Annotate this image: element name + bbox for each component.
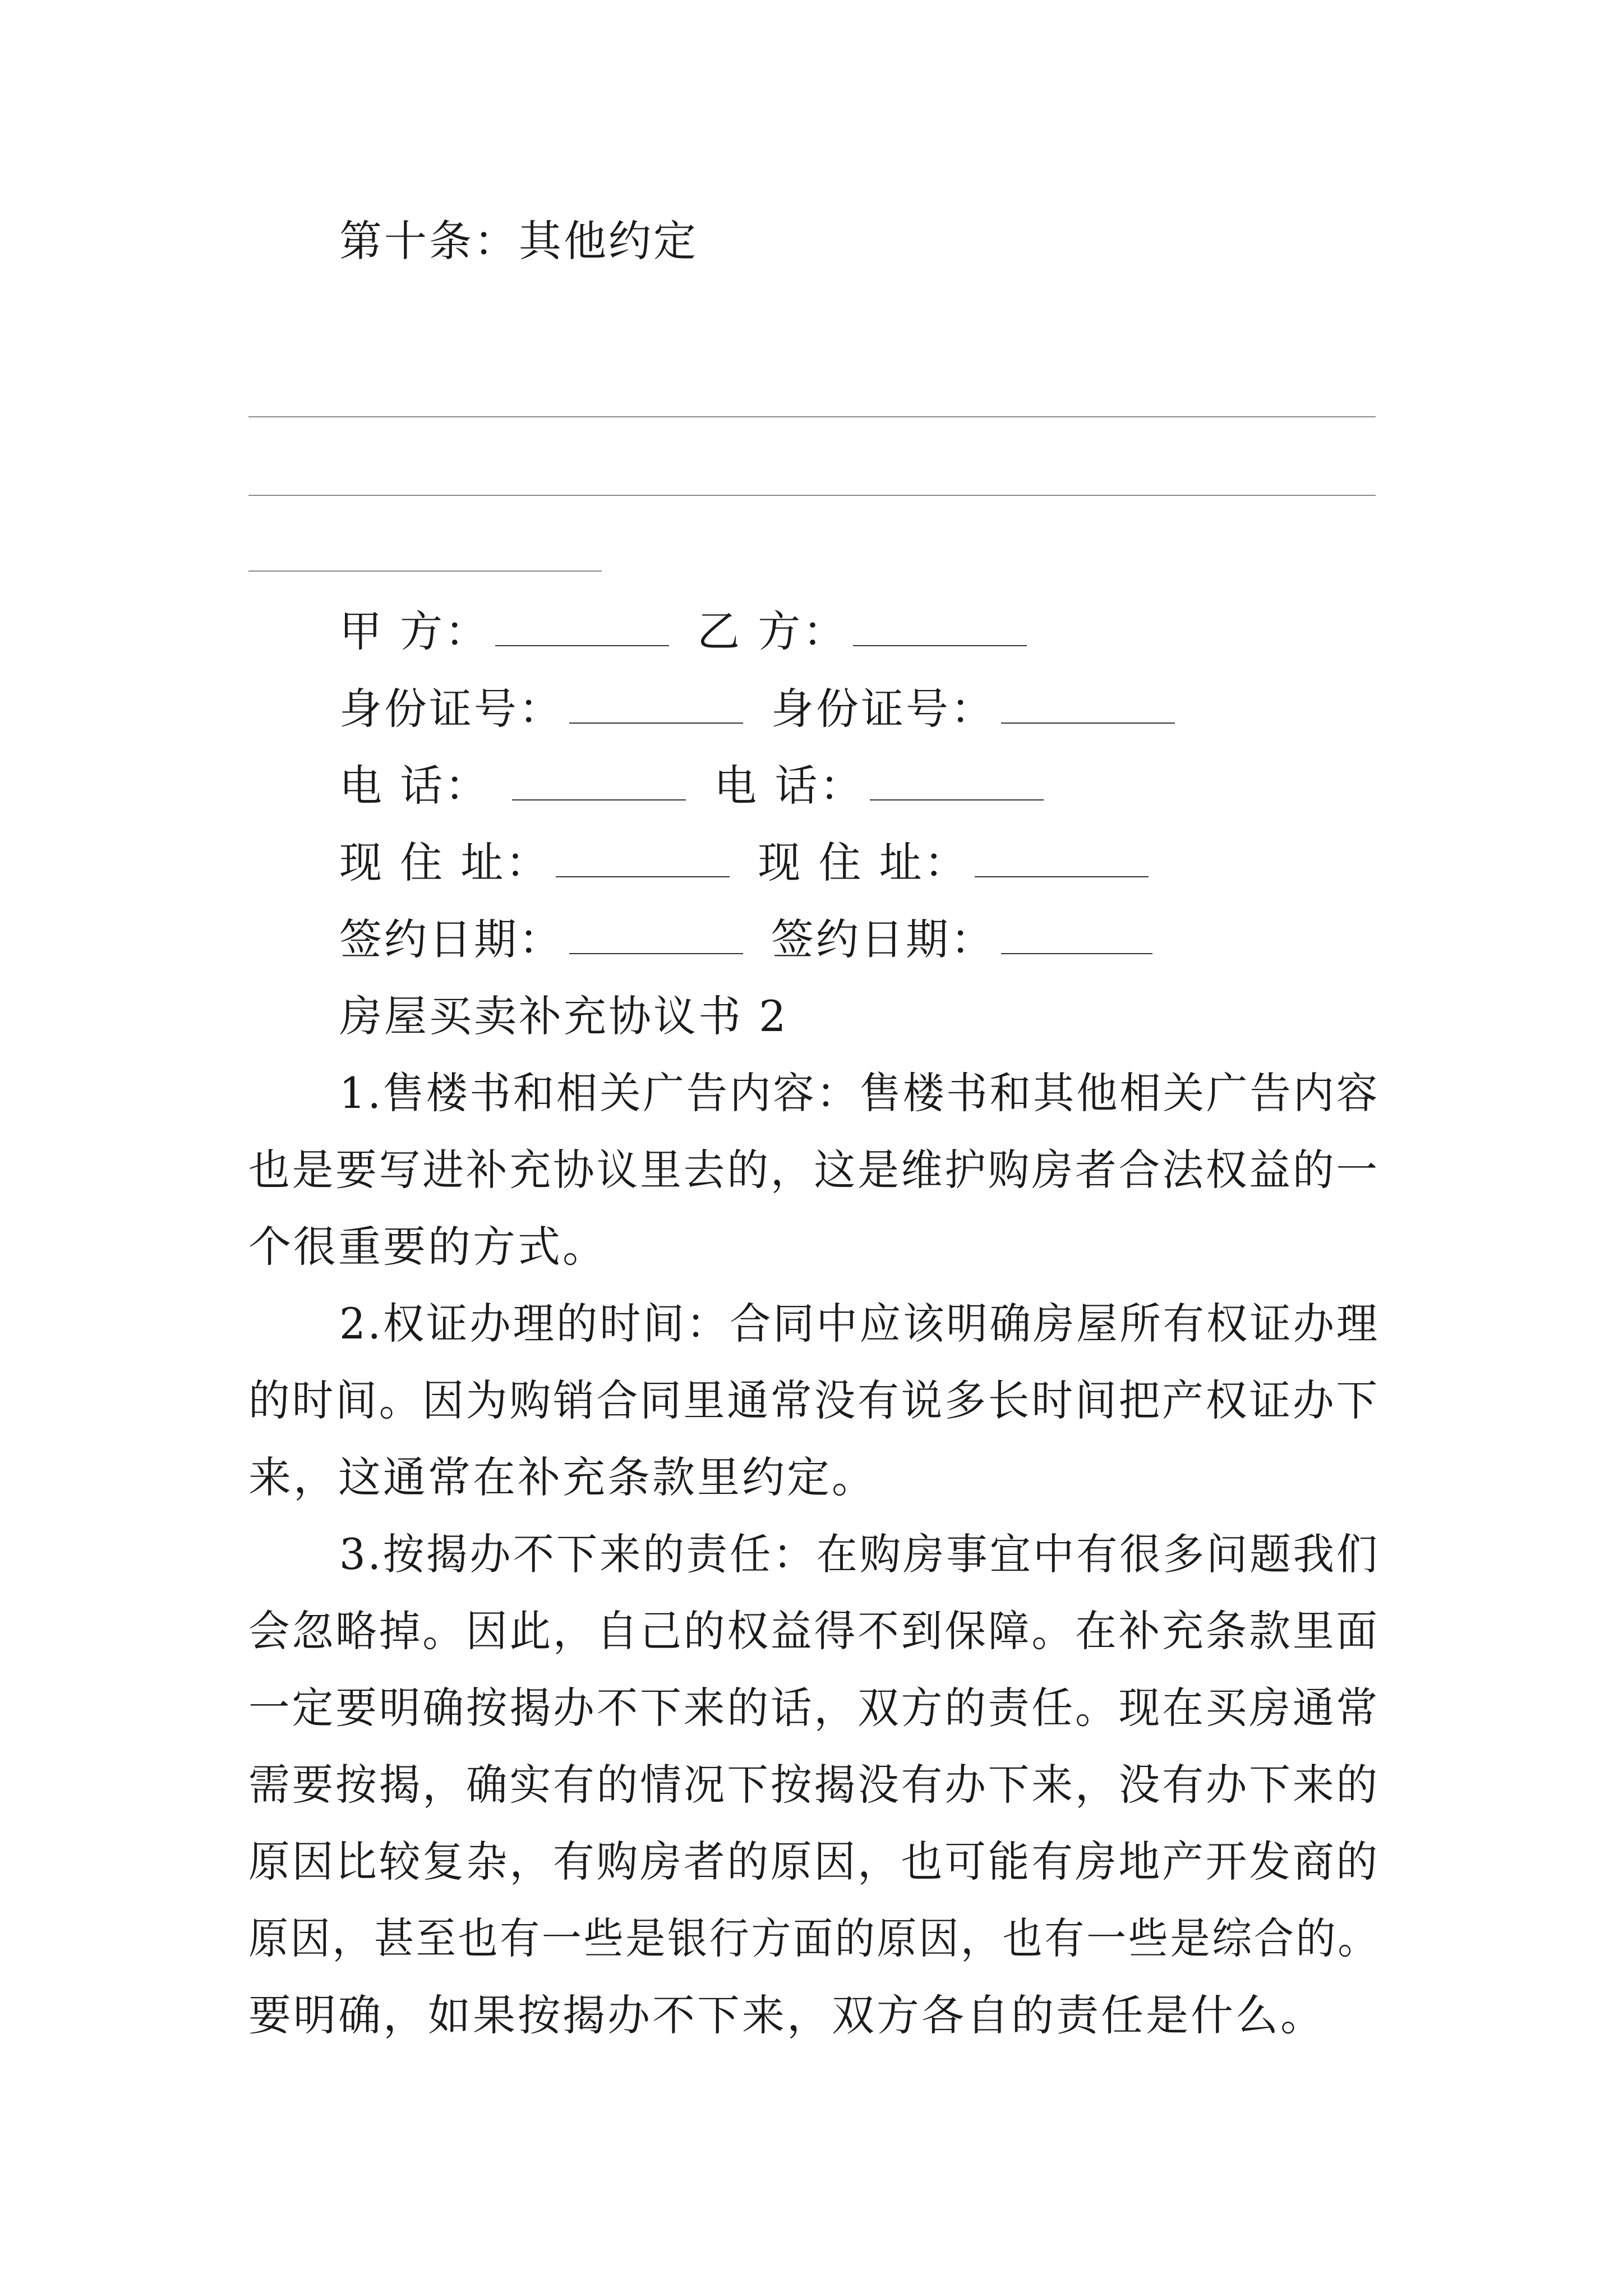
p3-line-5: 原因比较复杂，有购房者的原因，也可能有房地产开发商的: [248, 1837, 1380, 1887]
blank-line-1: [248, 416, 1376, 417]
p2-line-1: 2.权证办理的时间：合同中应该明确房屋所有权证办理: [339, 1299, 1380, 1349]
p3-line-2: 会忽略掉。因此，自己的权益得不到保障。在补充条款里面: [248, 1606, 1380, 1656]
phone-row: [339, 761, 1044, 811]
p2-line-2: 的时间。因为购销合同里通常没有说多长时间把产权证办下: [248, 1375, 1380, 1425]
party-row: [339, 606, 1027, 656]
date-row: [339, 914, 1152, 964]
date-a-label: 签约日期：: [339, 914, 564, 964]
id-b-label: 身份证号：: [771, 684, 995, 734]
article-10-title: 第十条：其他约定: [339, 216, 698, 266]
party-b-label: 乙 方：: [697, 606, 848, 656]
p2-line-3: 来，这通常在补充条款里约定。: [248, 1452, 877, 1502]
p1-line-1: 1.售楼书和相关广告内容：售楼书和其他相关广告内容: [339, 1068, 1380, 1118]
p3-line-3: 一定要明确按揭办不下来的话，双方的责任。现在买房通常: [248, 1683, 1380, 1733]
party-b-field: [853, 611, 1027, 646]
blank-line-2: [248, 495, 1376, 496]
party-a-field: [495, 611, 669, 646]
address-row: [339, 838, 1149, 887]
id-a-label: 身份证号：: [339, 684, 564, 734]
blank-line-3: [248, 570, 602, 572]
p3-line-6: 原因，甚至也有一些是银行方面的原因，也有一些是综合的。: [248, 1913, 1380, 1963]
p3-line-7: 要明确，如果按揭办不下来，双方各自的责任是什么。: [248, 1990, 1325, 2040]
doc2-heading: 房屋买卖补充协议书 2: [339, 991, 789, 1041]
p3-line-1: 3.按揭办不下来的责任：在购房事宜中有很多问题我们: [339, 1529, 1380, 1579]
phone-b-label: 电 话：: [714, 761, 865, 811]
id-a-field: [569, 689, 743, 724]
date-b-label: 签约日期：: [771, 914, 995, 964]
address-a-field: [556, 843, 730, 877]
p3-line-4: 需要按揭，确实有的情况下按揭没有办下来，没有办下来的: [248, 1760, 1380, 1810]
date-a-field: [569, 919, 743, 954]
date-b-field: [1001, 919, 1152, 954]
phone-b-field: [870, 766, 1044, 800]
phone-a-label: 电 话：: [339, 761, 490, 811]
address-b-label: 现 住 址：: [758, 838, 969, 887]
address-a-label: 现 住 址：: [339, 838, 551, 887]
party-a-label: 甲 方：: [339, 606, 490, 656]
phone-a-field: [512, 766, 686, 800]
p1-line-3: 个很重要的方式。: [248, 1222, 607, 1272]
address-b-field: [975, 843, 1149, 877]
id-row: [339, 684, 1175, 734]
p1-line-2: 也是要写进补充协议里去的，这是维护购房者合法权益的一: [248, 1145, 1380, 1195]
id-b-field: [1001, 689, 1175, 724]
